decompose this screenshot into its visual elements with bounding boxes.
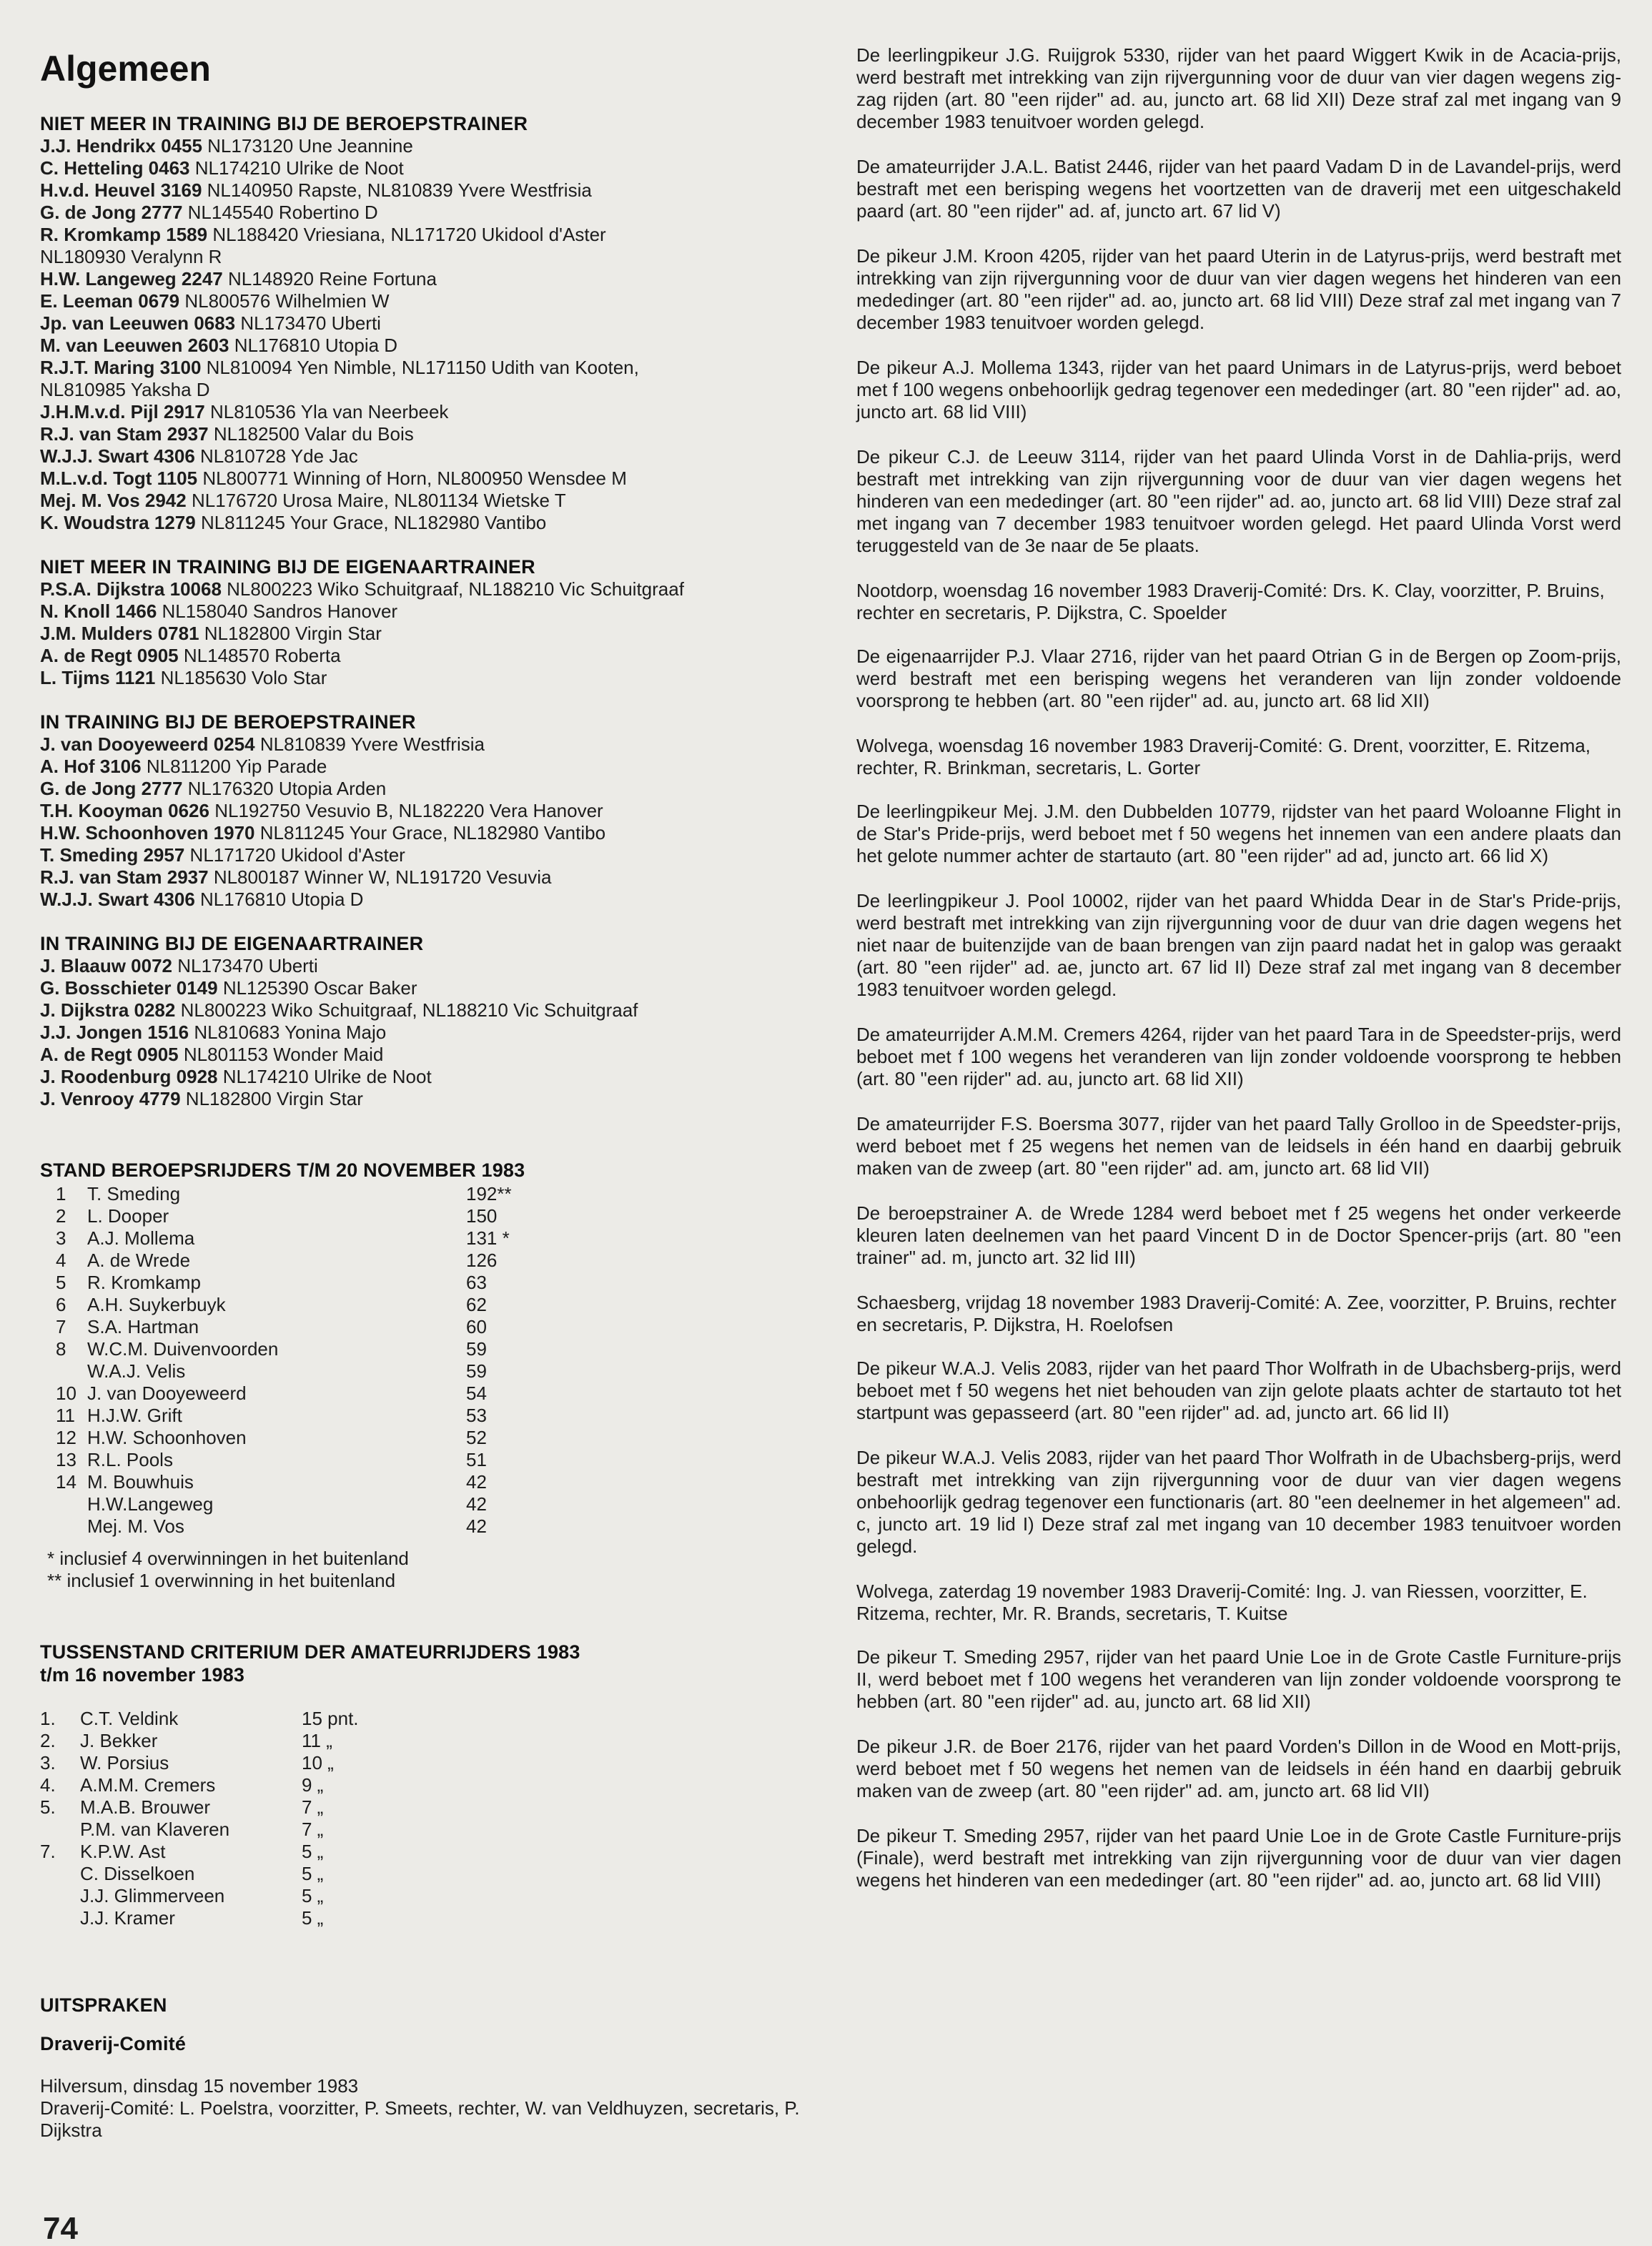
trainer-entry bbox=[40, 357, 834, 379]
section-heading: NIET MEER IN TRAINING BIJ DE BEROEPSTRAINER bbox=[40, 112, 528, 134]
criterium-row bbox=[40, 1730, 359, 1752]
stand-rank bbox=[40, 1493, 87, 1515]
uitspraken-committee: Draverij-Comité: L. Poelstra, voorzitter, P. Smeets, rechter, W. van Veldhuyzen, secretaris, P. Dijkstra bbox=[40, 2097, 800, 2141]
criterium-subheading: t/m 16 november 1983 bbox=[40, 1663, 245, 1686]
trainer-name: J.J. Hendrikx 0455 bbox=[40, 134, 202, 157]
trainer-name: T. Smeding 2957 bbox=[40, 844, 185, 866]
horse-list: NL810839 Yvere Westfrisia bbox=[259, 733, 485, 755]
trainer-entry bbox=[40, 179, 834, 202]
stand-row bbox=[40, 1272, 530, 1294]
trainer-name: L. Tijms 1121 bbox=[40, 666, 156, 688]
stand-rank: 8 bbox=[56, 1337, 66, 1360]
trainer-entry bbox=[40, 733, 834, 756]
stand-name: M. Bouwhuis bbox=[87, 1470, 194, 1493]
trainer-name: A. de Regt 0905 bbox=[40, 644, 179, 666]
criterium-rank: 5. bbox=[40, 1796, 56, 1818]
left-column bbox=[40, 50, 834, 2142]
stand-row bbox=[40, 1360, 530, 1382]
horse-list: NL811245 Your Grace, NL182980 Vantibo bbox=[259, 821, 606, 844]
stand-rank: 1 bbox=[56, 1182, 66, 1204]
trainer-name: H.v.d. Heuvel 3169 bbox=[40, 179, 202, 201]
criterium-points: 5 „ bbox=[302, 1906, 324, 1929]
stand-name: A.H. Suykerbuyk bbox=[87, 1293, 226, 1315]
criterium-points: 5 „ bbox=[302, 1884, 324, 1906]
stand-rank: 7 bbox=[56, 1315, 66, 1337]
stand-notes bbox=[40, 1548, 834, 1592]
stand-rank: 12 bbox=[56, 1426, 76, 1448]
trainer-entry bbox=[40, 977, 834, 999]
criterium-name: A.M.M. Cremers bbox=[80, 1773, 216, 1796]
trainer-name: G. de Jong 2777 bbox=[40, 777, 183, 799]
session-header: Nootdorp, woensdag 16 november 1983 Draverij-Comité: Drs. K. Clay, voorzitter, P. Bruins, rechter en secretaris, P. Dijkstra, C. Spoelder bbox=[856, 580, 1605, 623]
criterium-heading: TUSSENSTAND CRITERIUM DER AMATEURRIJDERS 1983 bbox=[40, 1641, 580, 1663]
verdict-paragraph: De pikeur J.R. de Boer 2176, rijder van het paard Vorden's Dillon in de Wood en Mott-prijs, werd beboet met f 50 wegens het nemen van de leidsels in één hand en daarbij gebruik maken van de zweep (art. 80 "een rijder" ad. am, juncto art. 68 lid VII) bbox=[856, 1736, 1621, 1801]
criterium-row bbox=[40, 1708, 359, 1730]
verdict-paragraph: De leerlingpikeur J. Pool 10002, rijder van het paard Whidda Dear in de Star's Pride-prijs, werd bestraft met intrekking van zijn rijvergunning voor de duur van drie dagen wegens het niet naar de buitenzijde van de baan brengen van zijn paard nadat het in galop was geraakt (art. 80 "een rijder" ad. ae, juncto art. 67 lid II) Deze straf zal met ingang van 8 december 1983 tenuitvoer worden gelegd. bbox=[856, 890, 1621, 1000]
trainer-name: J.H.M.v.d. Pijl 2917 bbox=[40, 400, 205, 422]
stand-rank: 6 bbox=[56, 1293, 66, 1315]
trainer-entry bbox=[40, 844, 834, 866]
stand-section bbox=[40, 1159, 834, 1592]
trainer-entry bbox=[40, 312, 834, 335]
horse-list: NL800223 Wiko Schuitgraaf, NL188210 Vic Schuitgraaf bbox=[180, 999, 638, 1021]
stand-points: 53 bbox=[466, 1404, 487, 1426]
trainer-entry bbox=[40, 866, 834, 889]
horse-list: NL174210 Ulrike de Noot bbox=[222, 1065, 432, 1087]
criterium-points: 11 „ bbox=[302, 1729, 332, 1751]
stand-row bbox=[40, 1338, 530, 1360]
criterium-points: 15 pnt. bbox=[302, 1707, 359, 1729]
stand-points: 42 bbox=[466, 1493, 487, 1515]
stand-row bbox=[40, 1449, 530, 1471]
trainer-entry bbox=[40, 889, 834, 911]
trainer-name: J. Blaauw 0072 bbox=[40, 954, 172, 976]
horse-list: NL800576 Wilhelmien W bbox=[184, 290, 390, 312]
trainer-entry bbox=[40, 822, 834, 844]
trainer-name: R.J.T. Maring 3100 bbox=[40, 356, 202, 378]
criterium-rank bbox=[40, 1885, 80, 1907]
stand-points: 150 bbox=[466, 1204, 498, 1227]
trainer-name: Jp. van Leeuwen 0683 bbox=[40, 312, 236, 334]
stand-rank: 2 bbox=[56, 1204, 66, 1227]
stand-rank bbox=[40, 1360, 87, 1382]
page-title: Algemeen bbox=[40, 49, 211, 89]
criterium-points: 9 „ bbox=[302, 1773, 324, 1796]
trainer-entry bbox=[40, 600, 834, 623]
horse-list: NL810536 Yla van Neerbeek bbox=[209, 400, 449, 422]
uitspraken-subheading: Draverij-Comité bbox=[40, 2032, 187, 2054]
stand-row bbox=[40, 1183, 530, 1205]
stand-points: 60 bbox=[466, 1315, 487, 1337]
criterium-row bbox=[40, 1819, 359, 1841]
verdict-paragraph: De pikeur J.M. Kroon 4205, rijder van het paard Uterin in de Latyrus-prijs, werd bestraft met intrekking van zijn rijvergunning voor de duur van vier dagen wegens het hinderen van een mededinger (art. 80 "een rijder" ad. ao, juncto art. 68 lid VIII) Deze straf zal met ingang van 7 december 1983 tenuitvoer worden gelegd. bbox=[856, 245, 1621, 333]
stand-points: 63 bbox=[466, 1271, 487, 1293]
session-header: Wolvega, zaterdag 19 november 1983 Draverij-Comité: Ing. J. van Riessen, voorzitter, E. Ritzema, rechter, Mr. R. Brands, secretaris, T. Kuitse bbox=[856, 1580, 1588, 1624]
horse-list: NL176320 Utopia Arden bbox=[187, 777, 387, 799]
verdict-paragraph: De pikeur W.A.J. Velis 2083, rijder van het paard Thor Wolfrath in de Ubachsberg-prijs, werd beboet met f 50 wegens het niet behouden van zijn gelote plaats achter de startauto tot het startpunt was gepasseerd (art. 80 "een rijder" ad. ad, juncto art. 66 lid II) bbox=[856, 1357, 1621, 1423]
trainer-entry bbox=[40, 135, 834, 157]
trainer-name: J. Roodenburg 0928 bbox=[40, 1065, 218, 1087]
horse-list: NL173470 Uberti bbox=[240, 312, 381, 334]
criterium-row bbox=[40, 1885, 359, 1907]
stand-row bbox=[40, 1382, 530, 1405]
stand-points: 51 bbox=[466, 1448, 487, 1470]
criterium-rank: 2. bbox=[40, 1729, 56, 1751]
trainer-entry bbox=[40, 512, 834, 534]
stand-points: 42 bbox=[466, 1515, 487, 1537]
stand-points: 52 bbox=[466, 1426, 487, 1448]
trainer-entry bbox=[40, 756, 834, 778]
stand-points: 42 bbox=[466, 1470, 487, 1493]
trainer-entry bbox=[40, 1044, 834, 1066]
stand-row bbox=[40, 1427, 530, 1449]
stand-rank: 14 bbox=[56, 1470, 76, 1493]
criterium-name: J.J. Kramer bbox=[80, 1906, 175, 1929]
stand-name: T. Smeding bbox=[87, 1182, 181, 1204]
trainer-entry bbox=[40, 379, 834, 401]
stand-row bbox=[40, 1316, 530, 1338]
criterium-rank bbox=[40, 1819, 80, 1841]
trainer-name: R. Kromkamp 1589 bbox=[40, 223, 208, 245]
stand-row bbox=[40, 1227, 530, 1250]
stand-points: 192** bbox=[466, 1182, 512, 1204]
verdict-paragraph: De amateurrijder F.S. Boersma 3077, rijder van het paard Tally Grolloo in de Speedster-prijs, werd beboet met f 25 wegens het nemen van de leidsels in één hand en daarbij gebruik maken van de zweep (art. 80 "een rijder" ad. am, juncto art. 68 lid VII) bbox=[856, 1113, 1621, 1179]
criterium-row bbox=[40, 1907, 359, 1929]
trainer-entry bbox=[40, 335, 834, 357]
horse-list: NL176810 Utopia D bbox=[234, 334, 398, 356]
trainer-name: T.H. Kooyman 0626 bbox=[40, 799, 209, 821]
session-header: Schaesberg, vrijdag 18 november 1983 Draverij-Comité: A. Zee, voorzitter, P. Bruins, rechter en secretaris, P. Dijkstra, H. Roelofsen bbox=[856, 1292, 1617, 1335]
trainer-name: J. Dijkstra 0282 bbox=[40, 999, 176, 1021]
horse-list: NL140950 Rapste, NL810839 Yvere Westfrisia bbox=[207, 179, 592, 201]
horse-list: NL176720 Urosa Maire, NL801134 Wietske T bbox=[191, 489, 566, 511]
stand-footnote: ** inclusief 1 overwinning in het buitenland bbox=[47, 1569, 396, 1591]
stand-row bbox=[40, 1205, 530, 1227]
criterium-row bbox=[40, 1796, 359, 1819]
horse-list: NL182800 Virgin Star bbox=[204, 622, 382, 644]
criterium-rank: 3. bbox=[40, 1751, 56, 1773]
stand-footnote: * inclusief 4 overwinningen in het buitenland bbox=[47, 1547, 409, 1569]
horse-list: NL173470 Uberti bbox=[177, 954, 318, 976]
horse-list: NL145540 Robertino D bbox=[187, 201, 378, 223]
stand-row bbox=[40, 1515, 530, 1538]
stand-name: H.J.W. Grift bbox=[87, 1404, 182, 1426]
stand-rank: 10 bbox=[56, 1382, 76, 1404]
trainer-name: M.L.v.d. Togt 1105 bbox=[40, 467, 198, 489]
horse-list: NL811245 Your Grace, NL182980 Vantibo bbox=[200, 511, 547, 533]
horse-list: NL811200 Yip Parade bbox=[146, 755, 327, 777]
trainer-name: J.J. Jongen 1516 bbox=[40, 1021, 189, 1043]
trainer-name: G. de Jong 2777 bbox=[40, 201, 183, 223]
trainer-entry bbox=[40, 202, 834, 224]
criterium-rank: 7. bbox=[40, 1840, 56, 1862]
criterium-row bbox=[40, 1841, 359, 1863]
criterium-name: P.M. van Klaveren bbox=[80, 1818, 230, 1840]
section-heading: IN TRAINING BIJ DE BEROEPSTRAINER bbox=[40, 711, 416, 733]
stand-row bbox=[40, 1405, 530, 1427]
page-number: 74 bbox=[43, 2211, 78, 2246]
trainer-name: N. Knoll 1466 bbox=[40, 600, 157, 622]
trainer-name: A. de Regt 0905 bbox=[40, 1043, 179, 1065]
verdict-paragraph: De eigenaarrijder P.J. Vlaar 2716, rijder van het paard Otrian G in de Bergen op Zoom-prijs, werd bestraft met een berisping wegens het veranderen van lijn zonder voldoende voorsprong te hebben (art. 80 "een rijder" ad. au, juncto art. 68 lid XII) bbox=[856, 645, 1621, 711]
stand-rank: 3 bbox=[56, 1227, 66, 1249]
trainer-name: W.J.J. Swart 4306 bbox=[40, 888, 195, 910]
stand-points: 59 bbox=[466, 1360, 487, 1382]
trainer-entry bbox=[40, 157, 834, 179]
criterium-points: 10 „ bbox=[302, 1751, 334, 1773]
trainer-name: J.M. Mulders 0781 bbox=[40, 622, 199, 644]
criterium-points: 5 „ bbox=[302, 1840, 324, 1862]
section-heading: IN TRAINING BIJ DE EIGENAARTRAINER bbox=[40, 932, 424, 954]
horse-list: NL182800 Virgin Star bbox=[185, 1087, 363, 1109]
criterium-row bbox=[40, 1774, 359, 1796]
training-section bbox=[40, 112, 834, 534]
stand-points: 62 bbox=[466, 1293, 487, 1315]
horse-list: NL158040 Sandros Hanover bbox=[162, 600, 398, 622]
horse-list: NL125390 Oscar Baker bbox=[222, 976, 417, 999]
verdict-paragraph: De pikeur C.J. de Leeuw 3114, rijder van het paard Ulinda Vorst in de Dahlia-prijs, werd bestraft met intrekking van zijn rijvergunning voor de duur van vier dagen wegens het hinderen van een mededinger (art. 80 "een rijder" ad. ao, juncto art. 68 lid VIII) Deze straf zal met ingang van 7 december 1983 tenuitvoer worden gelegd. Het paard Ulinda Vorst werd teruggesteld van de 3e naar de 5e plaats. bbox=[856, 446, 1621, 556]
stand-rank: 13 bbox=[56, 1448, 76, 1470]
stand-name: L. Dooper bbox=[87, 1204, 169, 1227]
trainer-name: C. Hetteling 0463 bbox=[40, 157, 190, 179]
criterium-name: C.T. Veldink bbox=[80, 1707, 179, 1729]
stand-name: H.W.Langeweg bbox=[87, 1493, 214, 1515]
trainer-name: H.W. Schoonhoven 1970 bbox=[40, 821, 255, 844]
horse-list: NL810094 Yen Nimble, NL171150 Udith van Kooten, bbox=[206, 356, 639, 378]
training-section bbox=[40, 932, 834, 1110]
horse-list: NL800771 Winning of Horn, NL800950 Wensdee M bbox=[202, 467, 627, 489]
stand-row bbox=[40, 1471, 530, 1493]
horse-list: NL185630 Volo Star bbox=[160, 666, 327, 688]
trainer-entry bbox=[40, 268, 834, 290]
trainer-name: R.J. van Stam 2937 bbox=[40, 422, 209, 445]
stand-table bbox=[40, 1183, 530, 1538]
horse-list: NL810683 Yonina Majo bbox=[194, 1021, 387, 1043]
criterium-row bbox=[40, 1863, 359, 1885]
trainer-entry bbox=[40, 1021, 834, 1044]
trainer-name: G. Bosschieter 0149 bbox=[40, 976, 218, 999]
criterium-points: 7 „ bbox=[302, 1796, 324, 1818]
criterium-name: K.P.W. Ast bbox=[80, 1840, 166, 1862]
stand-points: 131 * bbox=[466, 1227, 510, 1249]
trainer-name: J. van Dooyeweerd 0254 bbox=[40, 733, 255, 755]
stand-rank bbox=[40, 1515, 87, 1538]
criterium-rank: 4. bbox=[40, 1773, 56, 1796]
criterium-points: 7 „ bbox=[302, 1818, 324, 1840]
criterium-row bbox=[40, 1752, 359, 1774]
horse-list: NL800187 Winner W, NL191720 Vesuvia bbox=[213, 866, 552, 888]
stand-rank: 4 bbox=[56, 1249, 66, 1271]
trainer-name: A. Hof 3106 bbox=[40, 755, 142, 777]
uitspraken-section bbox=[40, 1994, 834, 2142]
criterium-name: C. Disselkoen bbox=[80, 1862, 195, 1884]
verdict-paragraph: De pikeur T. Smeding 2957, rijder van het paard Unie Loe in de Grote Castle Furniture-prijs (Finale), werd bestraft met intrekking van zijn rijvergunning voor de duur van vier dagen wegens het hinderen van een mededinger (art. 80 "een rijder" ad. ao, juncto art. 68 lid VIII) bbox=[856, 1825, 1621, 1891]
right-column bbox=[856, 44, 1621, 1914]
horse-list: NL192750 Vesuvio B, NL182220 Vera Hanover bbox=[214, 799, 603, 821]
trainer-name: M. van Leeuwen 2603 bbox=[40, 334, 229, 356]
verdict-paragraph: De amateurrijder A.M.M. Cremers 4264, rijder van het paard Tara in de Speedster-prijs, werd beboet met f 100 wegens het veranderen van lijn zonder voldoende voorsprong te hebben (art. 80 "een rijder" ad. au, juncto art. 68 lid XII) bbox=[856, 1024, 1621, 1089]
stand-rank: 5 bbox=[56, 1271, 66, 1293]
uitspraken-place: Hilversum, dinsdag 15 november 1983 bbox=[40, 2074, 359, 2097]
uitspraken-heading: UITSPRAKEN bbox=[40, 1994, 167, 2016]
horse-list: NL173120 Une Jeannine bbox=[207, 134, 413, 157]
horse-list: NL182500 Valar du Bois bbox=[213, 422, 414, 445]
criterium-points: 5 „ bbox=[302, 1862, 324, 1884]
stand-row bbox=[40, 1250, 530, 1272]
verdict-paragraph: De pikeur T. Smeding 2957, rijder van het paard Unie Loe in de Grote Castle Furniture-prijs II, werd beboet met f 100 wegens het veranderen van lijn zonder voldoende voorsprong te hebben (art. 80 "een rijder" ad. au, juncto art. 68 lid XII) bbox=[856, 1646, 1621, 1712]
stand-name: J. van Dooyeweerd bbox=[87, 1382, 247, 1404]
stand-name: W.C.M. Duivenvoorden bbox=[87, 1337, 279, 1360]
trainer-entry bbox=[40, 578, 834, 600]
trainer-entry bbox=[40, 490, 834, 512]
trainer-name: R.J. van Stam 2937 bbox=[40, 866, 209, 888]
horse-list: NL176810 Utopia D bbox=[200, 888, 364, 910]
stand-name: Mej. M. Vos bbox=[87, 1515, 184, 1537]
stand-name: R.L. Pools bbox=[87, 1448, 173, 1470]
criterium-name: J.J. Glimmerveen bbox=[80, 1884, 225, 1906]
trainer-entry bbox=[40, 290, 834, 312]
trainer-entry bbox=[40, 778, 834, 800]
verdict-paragraph: De amateurrijder J.A.L. Batist 2446, rijder van het paard Vadam D in de Lavandel-prijs, werd bestraft met een berisping wegens het voortzetten van de draverij met een uitgeschakeld paard (art. 80 "een rijder" ad. af, juncto art. 67 lid V) bbox=[856, 156, 1621, 222]
stand-name: S.A. Hartman bbox=[87, 1315, 199, 1337]
trainer-entry bbox=[40, 645, 834, 667]
horse-list: NL810985 Yaksha D bbox=[40, 378, 210, 400]
trainer-entry bbox=[40, 224, 834, 246]
horse-list: NL148920 Reine Fortuna bbox=[227, 267, 437, 290]
trainer-entry bbox=[40, 423, 834, 445]
trainer-name: E. Leeman 0679 bbox=[40, 290, 180, 312]
horse-list: NL800223 Wiko Schuitgraaf, NL188210 Vic Schuitgraaf bbox=[227, 578, 684, 600]
training-sections bbox=[40, 112, 834, 1110]
horse-list: NL148570 Roberta bbox=[183, 644, 341, 666]
stand-name: R. Kromkamp bbox=[87, 1271, 201, 1293]
criterium-rank: 1. bbox=[40, 1707, 56, 1729]
stand-points: 59 bbox=[466, 1337, 487, 1360]
criterium-rank bbox=[40, 1907, 80, 1929]
criterium-section bbox=[40, 1641, 834, 1929]
trainer-name: Mej. M. Vos 2942 bbox=[40, 489, 187, 511]
stand-points: 126 bbox=[466, 1249, 498, 1271]
trainer-entry bbox=[40, 623, 834, 645]
horse-list: NL188420 Vriesiana, NL171720 Ukidool d'Aster bbox=[212, 223, 606, 245]
trainer-entry bbox=[40, 246, 834, 268]
trainer-name: P.S.A. Dijkstra 10068 bbox=[40, 578, 222, 600]
stand-name: H.W. Schoonhoven bbox=[87, 1426, 247, 1448]
stand-heading: STAND BEROEPSRIJDERS T/M 20 NOVEMBER 1983 bbox=[40, 1159, 525, 1181]
stand-rank: 11 bbox=[56, 1404, 75, 1426]
trainer-name: J. Venrooy 4779 bbox=[40, 1087, 181, 1109]
trainer-entry bbox=[40, 800, 834, 822]
criterium-name: J. Bekker bbox=[80, 1729, 158, 1751]
trainer-entry bbox=[40, 999, 834, 1021]
training-section bbox=[40, 711, 834, 911]
trainer-name: K. Woudstra 1279 bbox=[40, 511, 196, 533]
stand-name: A. de Wrede bbox=[87, 1249, 191, 1271]
verdict-paragraph: De beroepstrainer A. de Wrede 1284 werd beboet met f 25 wegens het onder verkeerde kleuren laten deelnemen van het paard Vincent D in de Doctor Spencer-prijs (art. 80 "een trainer" ad. m, juncto art. 32 lid III) bbox=[856, 1202, 1621, 1268]
horse-list: NL174210 Ulrike de Noot bbox=[194, 157, 404, 179]
trainer-name: H.W. Langeweg 2247 bbox=[40, 267, 223, 290]
stand-points: 54 bbox=[466, 1382, 487, 1404]
horse-list: NL180930 Veralynn R bbox=[40, 245, 222, 267]
stand-name: A.J. Mollema bbox=[87, 1227, 195, 1249]
trainer-entry bbox=[40, 1066, 834, 1088]
stand-row bbox=[40, 1493, 530, 1515]
horse-list: NL171720 Ukidool d'Aster bbox=[189, 844, 405, 866]
section-heading: NIET MEER IN TRAINING BIJ DE EIGENAARTRAINER bbox=[40, 555, 535, 578]
trainer-name: W.J.J. Swart 4306 bbox=[40, 445, 195, 467]
trainer-entry bbox=[40, 445, 834, 467]
criterium-rank bbox=[40, 1863, 80, 1885]
training-section bbox=[40, 555, 834, 689]
horse-list: NL810728 Yde Jac bbox=[200, 445, 358, 467]
criterium-table bbox=[40, 1708, 359, 1929]
verdict-paragraph: De leerlingpikeur Mej. J.M. den Dubbelden 10779, rijdster van het paard Woloanne Flight in de Star's Pride-prijs, werd beboet met f 50 wegens het innemen van een andere plaats dan het gelote nummer achter de startauto (art. 80 "een rijder" ad ad, juncto art. 66 lid X) bbox=[856, 801, 1621, 866]
trainer-entry bbox=[40, 467, 834, 490]
horse-list: NL801153 Wonder Maid bbox=[183, 1043, 384, 1065]
trainer-entry bbox=[40, 667, 834, 689]
stand-name: W.A.J. Velis bbox=[87, 1360, 186, 1382]
verdict-paragraph: De pikeur W.A.J. Velis 2083, rijder van het paard Thor Wolfrath in de Ubachsberg-prijs, werd bestraft met intrekking van zijn rijvergunning voor de duur van vier dagen wegens onbehoorlijk gedrag tegenover een functionaris (art. 80 "een deelnemer in het algemeen" ad. c, juncto art. 19 lid I) Deze straf zal met ingang van 10 december 1983 tenuitvoer worden gelegd. bbox=[856, 1447, 1621, 1557]
trainer-entry bbox=[40, 955, 834, 977]
verdict-paragraph: De pikeur A.J. Mollema 1343, rijder van het paard Unimars in de Latyrus-prijs, werd beboet met f 100 wegens onbehoorlijk gedrag tegenover een mededinger (art. 80 "een rijder" ad. ao, juncto art. 68 lid VIII) bbox=[856, 357, 1621, 422]
criterium-name: W. Porsius bbox=[80, 1751, 169, 1773]
stand-row bbox=[40, 1294, 530, 1316]
criterium-name: M.A.B. Brouwer bbox=[80, 1796, 211, 1818]
session-header: Wolvega, woensdag 16 november 1983 Draverij-Comité: G. Drent, voorzitter, E. Ritzema, rechter, R. Brinkman, secretaris, L. Gorter bbox=[856, 735, 1591, 778]
trainer-entry bbox=[40, 401, 834, 423]
trainer-entry bbox=[40, 1088, 834, 1110]
verdict-paragraph: De leerlingpikeur J.G. Ruijgrok 5330, rijder van het paard Wiggert Kwik in de Acacia-prijs, werd bestraft met intrekking van zijn rijvergunning voor de duur van vier dagen wegens zig-zag rijden (art. 80 "een rijder" ad. au, juncto art. 68 lid XII) Deze straf zal met ingang van 9 december 1983 tenuitvoer worden gelegd. bbox=[856, 44, 1621, 132]
